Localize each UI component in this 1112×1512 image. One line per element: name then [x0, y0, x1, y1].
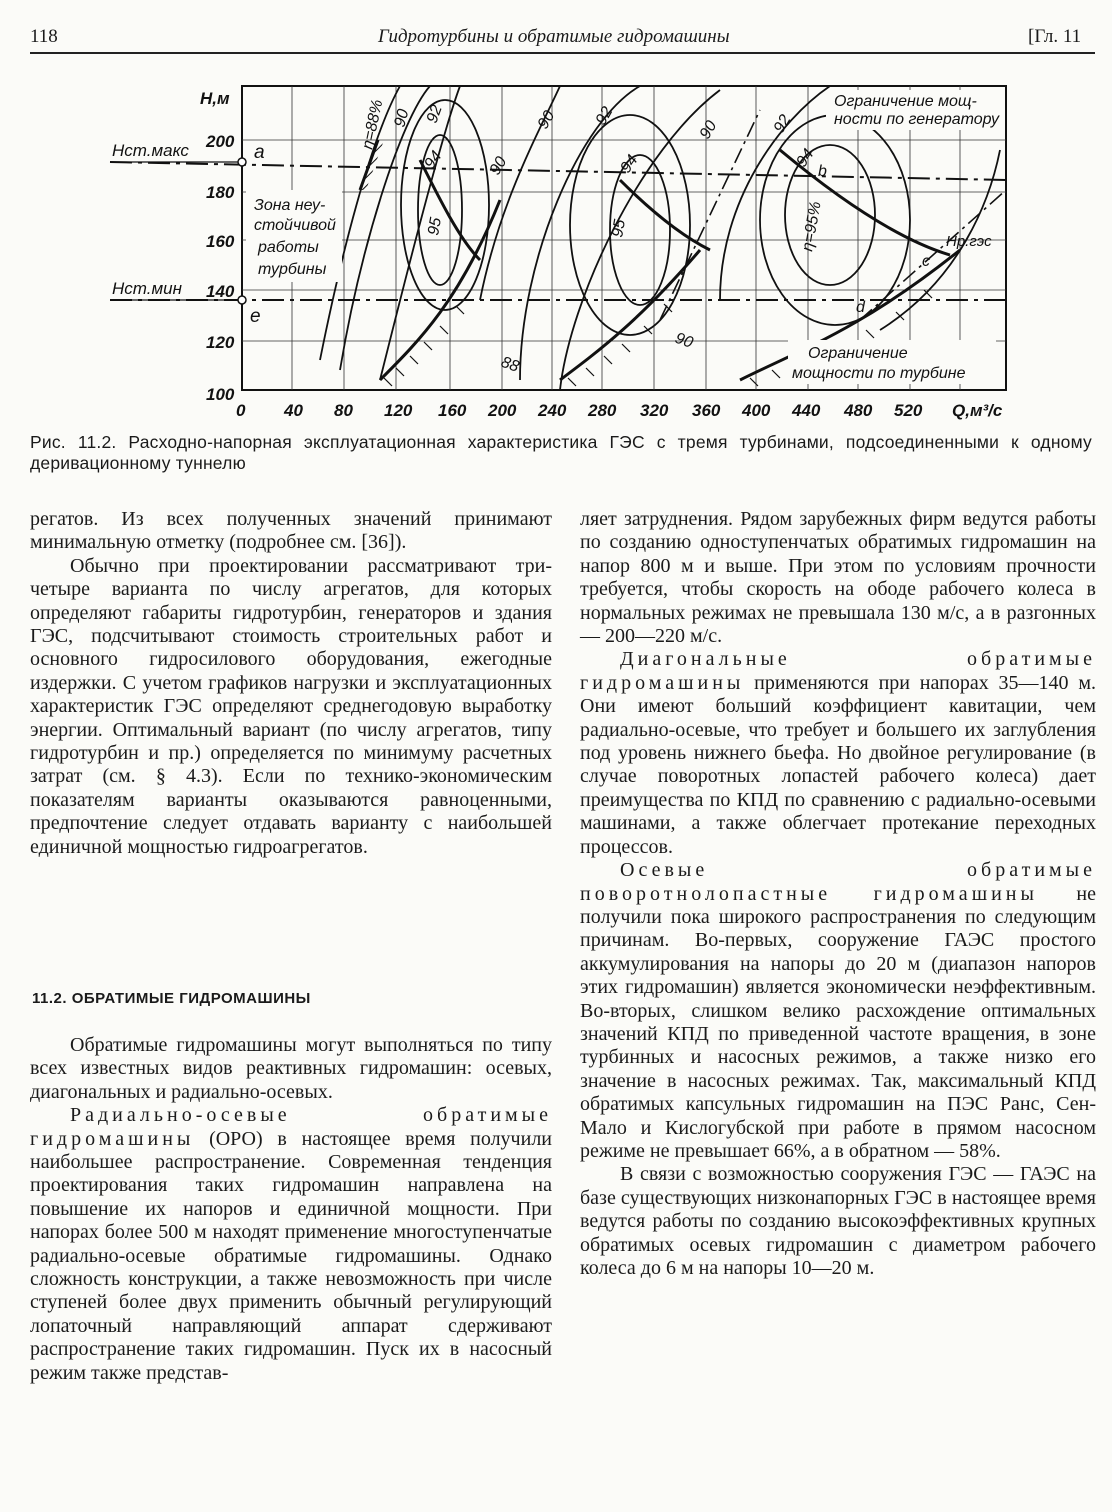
x-tick-280: 280 [588, 401, 617, 420]
x-tick-80: 80 [334, 401, 353, 420]
eff-label-95-b: 95 [609, 218, 630, 239]
right-paragraph-3-text: не получили пока широкого распространения по следующим причинам. Во-первых, сооружение ГАЭС простого аккумулирования на напоры до 20 м (диапазон напоров этих гидромашин) является экономически неэффективным. Во-вторых, слишком велико расхождение оптимальных значений КПД по приведенной частоте вращения, в зоне турбинных и насосных режимов, а также низко его значение в насосных режимах. Так, максимальный КПД обратимых капсульных гидромашин на ПЭС Ранс, Сен-Мало и Кислогубской при работе в прямом насосном режиме не превышает 66%, а в обратном — 58%. [580, 882, 1096, 1162]
x-tick-160: 160 [438, 401, 467, 420]
right-paragraph-2-text: применяются при напорах 35—140 м. Они имеют больший коэффициент кавитации, чем радиально-осевые, что требует и большего их заглубления под уровень нижнего бьефа. Но двойное регулирование (в случае поворотных лопастей рабочего колеса) дает преимущества по КПД по сравнению с радиально-осевыми машинами, а также облегчает протекание переходных процессов. [580, 671, 1096, 858]
gen-limit-line-1: Ограничение мощ- [834, 93, 977, 110]
h-min-label: Hст.мин [112, 279, 182, 298]
eff-label-90-c: 90 [696, 118, 721, 142]
point-b-label: b [818, 163, 827, 180]
eff-label-92-a: 92 [423, 102, 446, 126]
left-column [30, 508, 552, 859]
eff-label-95-a: 95 [425, 216, 446, 237]
right-paragraph-3 [580, 859, 1096, 1163]
section-heading: 11.2. ОБРАТИМЫЕ ГИДРОМАШИНЫ [32, 990, 311, 1007]
left-paragraph-3: Обратимые гидромашины могут выполняться по типу всех известных видов реактивных гидромашин: осевых, диагональных и радиально-осевых. [30, 1034, 552, 1103]
y-tick-120: 120 [206, 333, 235, 352]
eff-label-88: 88 [498, 353, 522, 376]
x-tick-240: 240 [538, 401, 567, 420]
turb-limit-line-1: Ограничение [808, 345, 908, 362]
x-tick-440: 440 [792, 401, 821, 420]
eff-label-95pct: η=95% [799, 200, 825, 253]
left-paragraph-2: Обычно при проектировании рассматривают три-четыре варианта по числу агрегатов, для которых определяют габариты гидротурбин, генераторов и здания ГЭС, подсчитывают стоимость строительных работ и основного гидросилового оборудования, ежегодные издержки. С учетом графиков нагрузки и эксплуатационных характеристик ГЭС определяют среднегодовую выработку энергии. Оптимальный вариант (по числу агрегатов, типу гидротурбин и пр.) определяется по минимуму расчетных затрат (см. § 4.3). Если по технико-экономическим показателям варианты оказываются равноценными, предпочтение следует отдавать варианту с наибольшей единичной мощностью гидроагрегатов. [30, 554, 552, 858]
point-a-label: a [254, 142, 265, 163]
zone-label-line-2: стойчивой [254, 217, 336, 234]
y-tick-180: 180 [206, 183, 235, 202]
x-tick-480: 480 [844, 401, 873, 420]
x-tick-320: 320 [640, 401, 669, 420]
right-paragraph-4: В связи с возможностью сооружения ГЭС — ГАЭС на базе существующих низконапорных ГЭС в настоящее время ведутся работы по созданию высокоэффективных крупных обратимых осевых гидромашин с диаметром рабочего колеса до 6 м на напоры 10—20 м. [580, 1163, 1096, 1279]
right-paragraph-1: ляет затруднения. Рядом зарубежных фирм ведутся работы по созданию одноступенчатых обратимых гидромашин на напор 800 м и выше. При этом по условиям прочности требуется, чтобы скорость на ободе рабочего колеса в нормальных режимах не превышала 130 м/с, а в разгонных — 200—220 м/с. [580, 508, 1096, 648]
zone-label-line-3: работы [258, 239, 319, 256]
left-paragraph-4 [30, 1104, 552, 1385]
y-axis-label: H,м [200, 89, 230, 108]
x-tick-360: 360 [692, 401, 721, 420]
eff-label-94-c: 94 [793, 145, 818, 171]
left-column-lower [30, 1034, 552, 1385]
h-rges-label: Hр.гэс [946, 233, 992, 250]
eff-label-90-b: 90 [534, 108, 559, 132]
right-paragraph-2 [580, 648, 1096, 859]
left-paragraph-4-text: (ОРО) в настоящее время получили наибольшее распространение. Современная тенденция проектирования таких гидромашин направлена на повышение их напоров и единичной мощности. При напорах более 500 м находят применение многоступенчатые радиально-осевые обратимые гидромашины. Однако сложность конструкции, а также невозможность при числе ступеней более двух применить обычный регулирующий лопаточный направляющий аппарат сдерживают распространение таких гидромашин. Пуск их в насосный режим также представ- [30, 1127, 552, 1384]
x-tick-520: 520 [894, 401, 923, 420]
h-max-label: Hст.макс [112, 141, 189, 160]
eff-label-90-a: 90 [391, 107, 413, 130]
point-c-label: c [922, 253, 930, 270]
x-tick-400: 400 [742, 401, 771, 420]
eff-label-94-b: 94 [617, 151, 642, 177]
eff-label-88pct: η=88% [359, 98, 387, 151]
eff-label-90-d: 90 [672, 329, 696, 352]
y-tick-160: 160 [206, 232, 235, 251]
figure-flow-head-chart [0, 60, 1112, 430]
zone-label-line-4: турбины [258, 261, 327, 278]
zone-label-line-1: Зона неу- [254, 197, 326, 214]
x-tick-120: 120 [384, 401, 413, 420]
point-d-label: d [856, 299, 865, 316]
eff-label-92-b: 92 [592, 104, 617, 128]
eff-label-92-c: 92 [770, 112, 795, 136]
right-column [580, 508, 1096, 1280]
point-e-label: e [250, 306, 261, 327]
figure-caption: Рис. 11.2. Расходно-напорная эксплуатационная характеристика ГЭС с тремя турбинами, подсоединенными к одному деривационному туннелю [30, 432, 1092, 473]
y-tick-100: 100 [206, 385, 235, 404]
left-paragraph-1: регатов. Из всех полученных значений принимают минимальную отметку (подробнее см. [36]). [30, 508, 552, 554]
turb-limit-line-2: мощности по турбине [792, 365, 966, 382]
running-title: Гидротурбины и обратимые гидромашины [378, 26, 730, 47]
gen-limit-line-2: ности по генератору [834, 111, 1000, 128]
page-number: 118 [30, 26, 58, 47]
point-e-marker [238, 296, 246, 304]
x-axis-label: Q,м³/с [952, 401, 1003, 420]
y-tick-140: 140 [206, 282, 235, 301]
x-tick-0: 0 [236, 401, 246, 420]
chapter-label: [Гл. 11 [1028, 26, 1082, 47]
x-tick-200: 200 [488, 401, 517, 420]
y-tick-200: 200 [206, 132, 235, 151]
eff-label-90-e: 90 [486, 154, 511, 178]
point-a-marker [238, 158, 246, 166]
header-rule [30, 52, 1095, 54]
eff-label-94-a: 94 [421, 147, 446, 173]
term-axial: Осевые обратимые поворотнолопастные гидромашины [580, 859, 1096, 905]
x-tick-40: 40 [284, 401, 303, 420]
term-diagonal: Диагональные обратимые гидромашины [580, 648, 1096, 694]
term-radial-axial: Радиально-осевые обратимые гидромашины [30, 1104, 552, 1150]
